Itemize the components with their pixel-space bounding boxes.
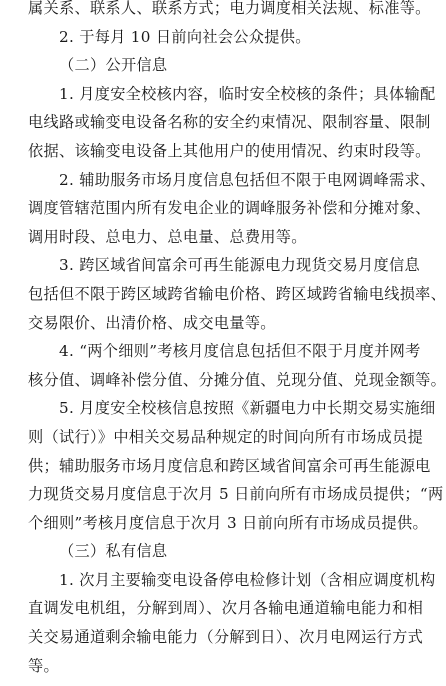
text-line: 直调发电机组，分解到周）、次月各输电通道输电能力和相 (28, 599, 424, 618)
text-line: 调度管辖范围内所有发电企业的调峰服务补偿和分摊对象、 (28, 199, 431, 218)
text-line: 交易限价、出清价格、成交电量等。 (28, 313, 276, 332)
text-line: 1. 月度安全校核内容，临时安全校核的条件；具体输配 (59, 84, 436, 103)
text-line: 核分值、调峰补偿分值、分摊分值、兑现分值、兑现金额等。 (28, 370, 446, 389)
text-line: 2. 于每月 10 日前向社会公众提供。 (59, 27, 311, 46)
text-line: 依据、该输变电设备上其他用户的使用情况、约束时段等。 (28, 141, 431, 160)
text-line: 力现货交易月度信息于次月 5 日前向所有市场成员提供；“两 (28, 485, 444, 504)
text-line: 个细则”考核月度信息于次月 3 日前向所有市场成员提供。 (28, 513, 428, 532)
text-line: 调用时段、总电力、总电量、总费用等。 (28, 227, 307, 246)
text-line: 5. 月度安全校核信息按照《新疆电力中长期交易实施细 (59, 399, 436, 418)
section-heading: （三）私有信息 (59, 542, 168, 561)
text-line: 4. “两个细则”考核月度信息包括但不限于月度并网考 (59, 342, 421, 361)
text-line: 1. 次月主要输变电设备停电检修计划（含相应调度机构 (59, 570, 436, 589)
text-line: 等。 (28, 656, 59, 675)
text-line: 供；辅助服务市场月度信息和跨区域省间富余可再生能源电 (28, 456, 431, 475)
text-line: 3. 跨区域省间富余可再生能源电力现货交易月度信息 (59, 256, 420, 275)
text-line: 则（试行）》中相关交易品种规定的时间向所有市场成员提 (28, 427, 424, 446)
text-line: 关交易通道剩余输电能力（分解到日）、次月电网运行方式 (28, 628, 424, 647)
text-line: 2. 辅助服务市场月度信息包括但不限于电网调峰需求、 (59, 170, 436, 189)
text-line: 属关系、联系人、联系方式；电力调度相关法规、标准等。 (28, 0, 431, 17)
text-line: 包括但不限于跨区域跨省输电价格、跨区域跨省输电线损率、 (28, 284, 446, 303)
section-heading: （二）公开信息 (59, 56, 168, 75)
text-line: 电线路或输变电设备名称的安全约束情况、限制容量、限制 (28, 113, 431, 132)
